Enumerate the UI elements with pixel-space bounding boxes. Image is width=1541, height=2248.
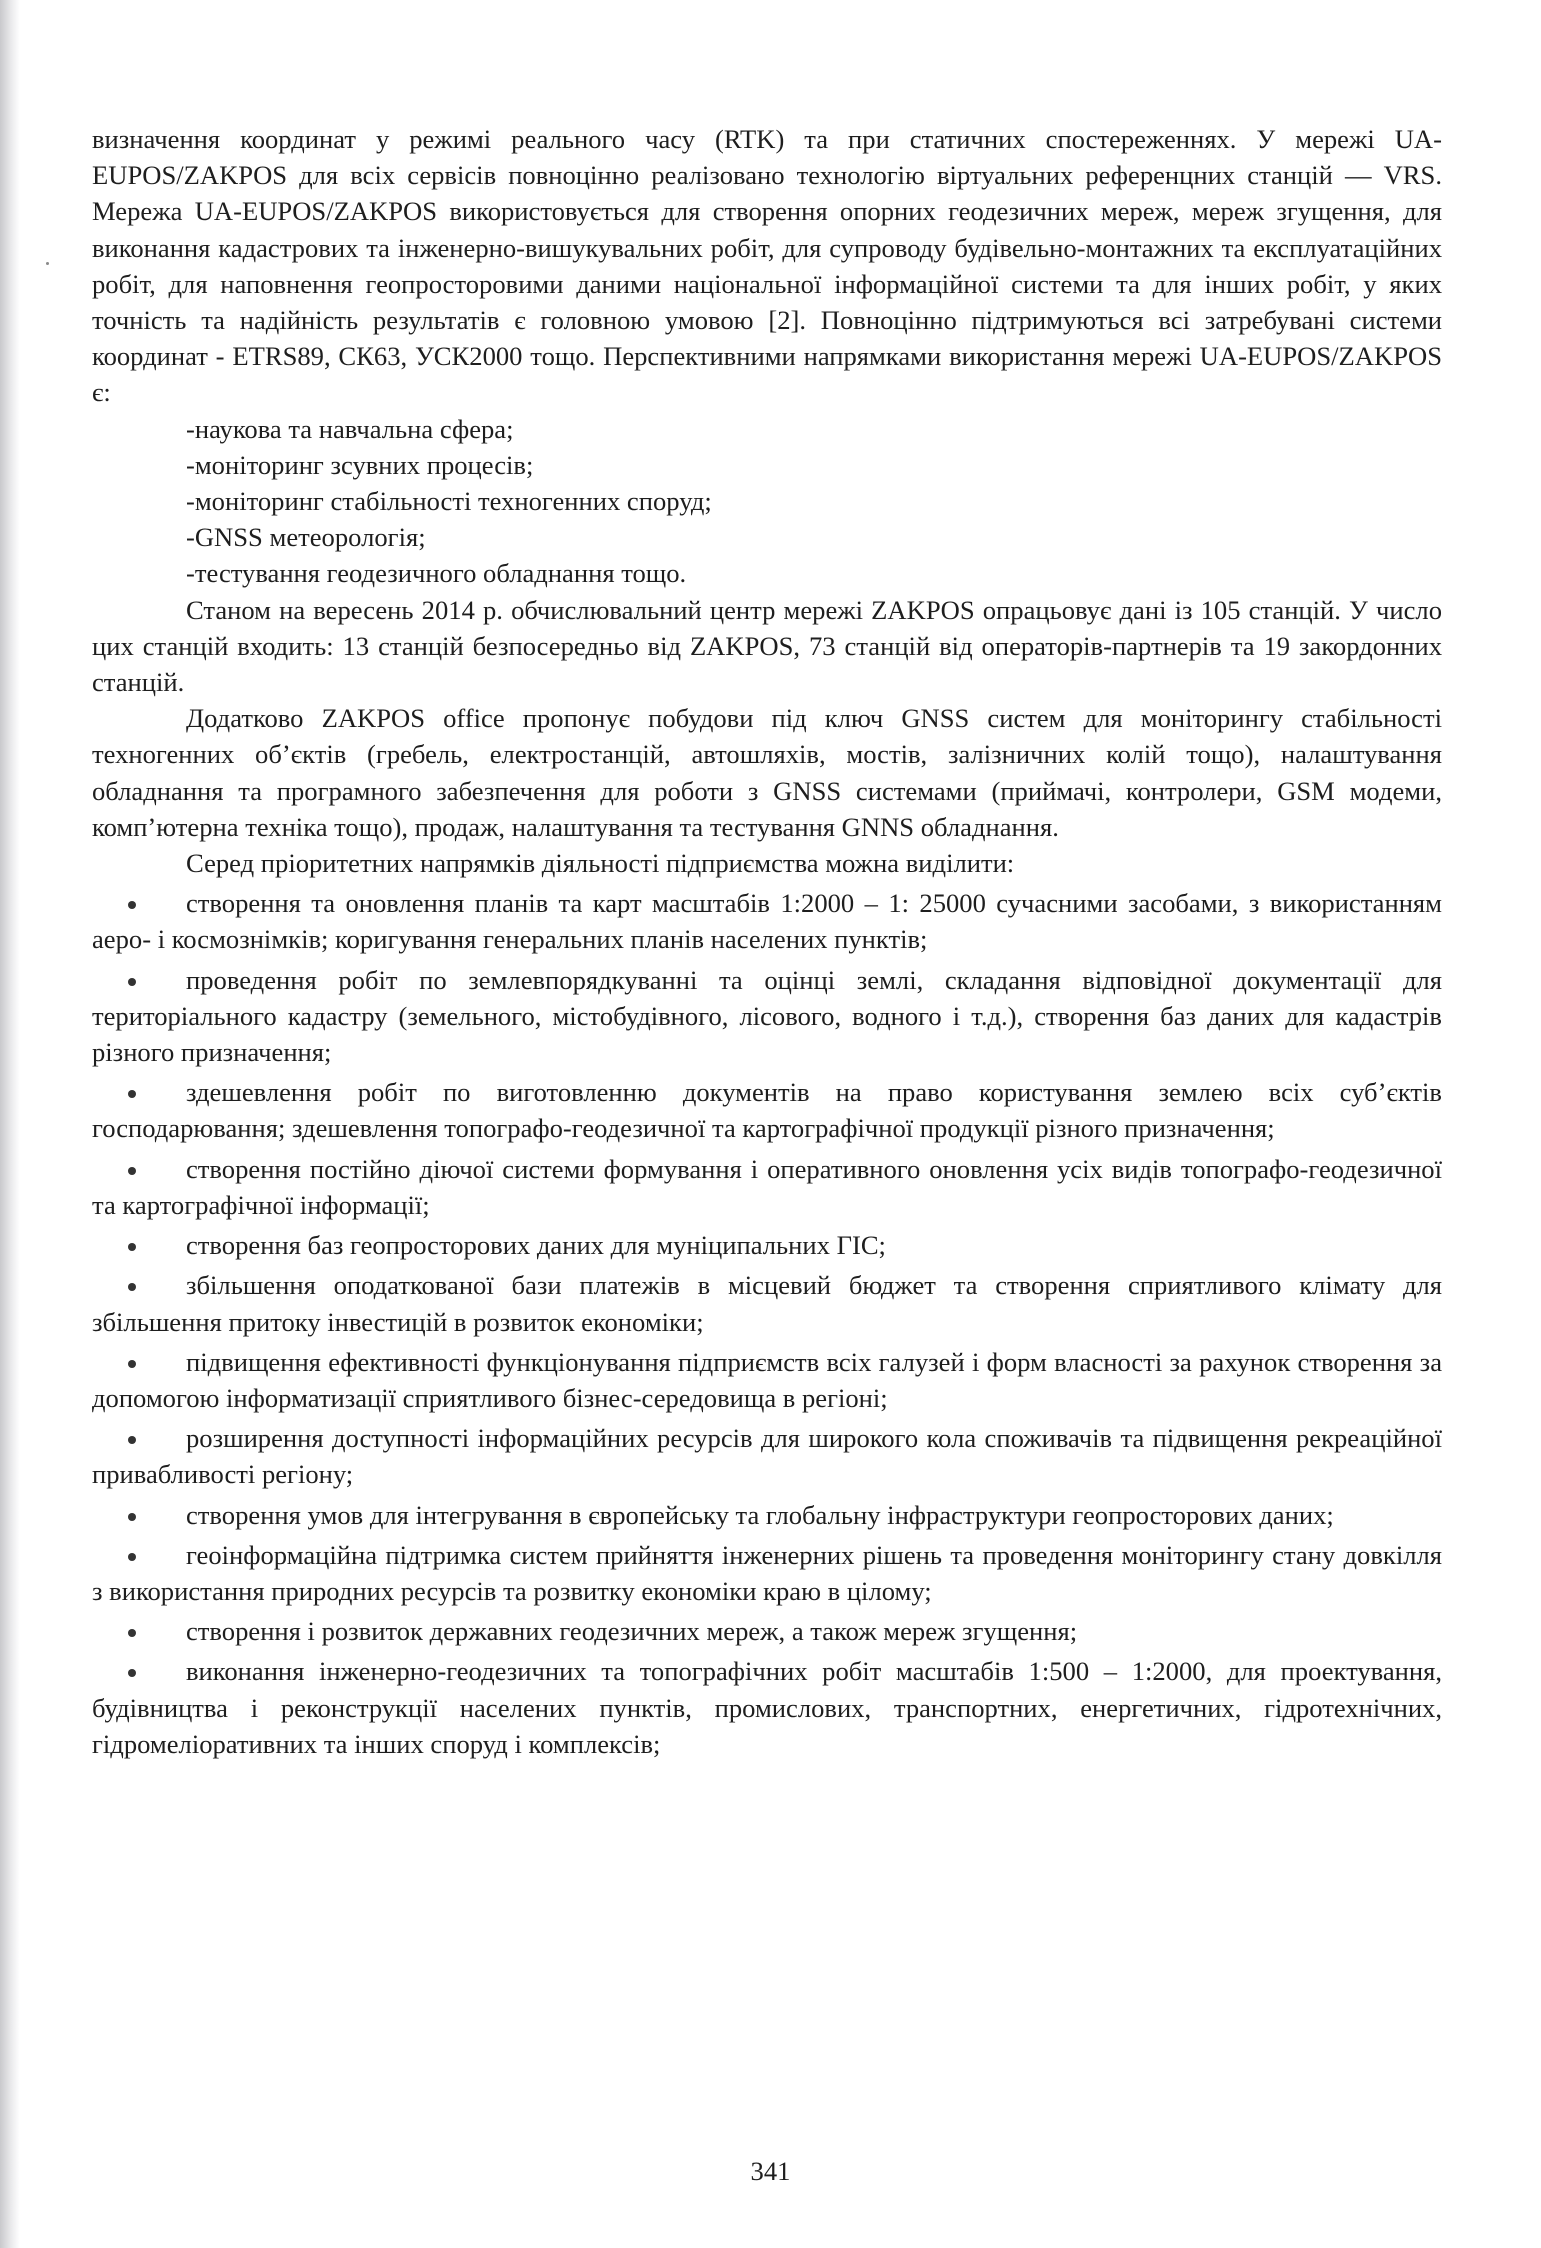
- priority-item: [92, 1497, 1442, 1533]
- page-binding-edge: [0, 0, 20, 2248]
- priority-item: [92, 1537, 1442, 1609]
- bullet-icon: [128, 1243, 136, 1251]
- priority-item: [92, 1267, 1442, 1339]
- priority-text: створення та оновлення планів та карт масштабів 1:2000 – 1: 25000 сучасними засобами, з використанням аеро- і космознімків; коригування генеральних планів населених пунктів;: [92, 888, 1442, 955]
- priorities-intro: Серед пріоритетних напрямків діяльності підприємства можна виділити:: [186, 848, 1015, 879]
- office-paragraph: Додатково ZAKPOS office пропонує побудови під ключ GNSS систем для моніторингу стабільності техногенних об’єктів (гребель, електростанцій, автошляхів, мостів, залізничних колій тощо), налаштування обладнання та програмного забезпечення для роботи з GNSS системами (приймачі, контролери, GSM модеми, комп’ютерна техніка тощо), продаж, налаштування та тестування GNNS обладнання.: [92, 703, 1442, 842]
- bullet-icon: [128, 1629, 136, 1637]
- bullet-icon: [128, 1167, 136, 1175]
- direction-item: -наукова та навчальна сфера;: [186, 413, 514, 444]
- direction-item: -моніторинг зсувних процесів;: [186, 449, 534, 480]
- direction-item: -тестування геодезичного обладнання тощо.: [186, 558, 687, 589]
- priority-item: [92, 1227, 1442, 1263]
- bullet-icon: [128, 1553, 136, 1561]
- bullet-icon: [128, 1283, 136, 1291]
- direction-item: -моніторинг стабільності техногенних споруд;: [186, 486, 712, 517]
- priority-item: [92, 1613, 1442, 1649]
- priority-text: розширення доступності інформаційних ресурсів для широкого кола споживачів та підвищення рекреаційної привабливості регіону;: [92, 1423, 1442, 1490]
- priority-text: збільшення оподаткованої бази платежів в місцевий бюджет та створення сприятливого клімату для збільшення притоку інвестицій в розвиток економіки;: [92, 1270, 1442, 1337]
- priority-item: [92, 962, 1442, 1071]
- bullet-icon: [128, 1513, 136, 1521]
- priority-text: підвищення ефективності функціонування підприємств всіх галузей і форм власності за рахунок створення за допомогою інформатизації сприятливого бізнес-середовища в регіоні;: [92, 1346, 1442, 1413]
- bullet-icon: [128, 901, 136, 909]
- intro-paragraph: визначення координат у режимі реального часу (RTK) та при статичних спостереженнях. У мережі UA-EUPOS/ZAKPOS для всіх сервісів повноцінно реалізовано технологію віртуальних референцних станцій — VRS. Мережа UA-EUPOS/ZAKPOS використовується для створення опорних геодезичних мереж, мереж згущення, для виконання кадастрових та інженерно-вишукувальних робіт, для супроводу будівельно-монтажних та експлуатаційних робіт, для наповнення геопросторовими даними національної інформаційної системи та для інших робіт, у яких точність та надійність результатів є головною умовою [2]. Повноцінно підтримуються всі затребувані системи координат - ETRS89, СК63, УСК2000 тощо. Перспективними напрямками використання мережі UA-EUPOS/ZAKPOS є:: [92, 124, 1442, 408]
- bullet-icon: [128, 1090, 136, 1098]
- page-number: 341: [750, 2156, 791, 2186]
- bullet-icon: [128, 1669, 136, 1677]
- priority-text: створення баз геопросторових даних для муніципальних ГІС;: [186, 1230, 886, 1261]
- priority-item: [92, 1344, 1442, 1416]
- priority-item: [92, 885, 1442, 957]
- priority-item: [92, 1653, 1442, 1762]
- priority-text: виконання інженерно-геодезичних та топографічних робіт масштабів 1:500 – 1:2000, для проектування, будівництва і реконструкції населених пунктів, промислових, транспортних, енергетичних, гідротехнічних, гідромеліоративних та інших споруд і комплексів;: [92, 1656, 1442, 1759]
- priority-item: [92, 1420, 1442, 1492]
- stations-paragraph: Станом на вересень 2014 р. обчислювальний центр мережі ZAKPOS опрацьовує дані із 105 станцій. У число цих станцій входить: 13 станцій безпосередньо від ZAKPOS, 73 станцій від операторів-партнерів та 19 закордонних станцій.: [92, 594, 1442, 698]
- directions-list: [92, 411, 1442, 592]
- priority-text: створення і розвиток державних геодезичних мереж, а також мереж згущення;: [186, 1616, 1078, 1647]
- priority-text: геоінформаційна підтримка систем прийняття інженерних рішень та проведення моніторингу стану довкілля з використання природних ресурсів та розвитку економіки краю в цілому;: [92, 1539, 1442, 1606]
- priority-text: проведення робіт по землевпорядкуванні та оцінці землі, складання відповідної документації для територіального кадастру (земельного, містобудівного, лісового, водного і т.д.), створення баз даних для кадастрів різного призначення;: [92, 964, 1442, 1068]
- bullet-icon: [128, 1360, 136, 1368]
- direction-item: -GNSS метеорологія;: [186, 522, 426, 553]
- page-body: [92, 121, 1442, 1766]
- scan-speck: [46, 262, 49, 265]
- priorities-list: [92, 885, 1442, 1762]
- priority-item: [92, 1074, 1442, 1146]
- bullet-icon: [128, 978, 136, 986]
- priority-item: [92, 1151, 1442, 1223]
- priority-text: здешевлення робіт по виготовленню документів на право користування землею всіх суб’єктів господарювання; здешевлення топографо-геодезичної та картографічної продукції різного призначення;: [92, 1077, 1442, 1144]
- priority-text: створення постійно діючої системи формування і оперативного оновлення усіх видів топографо-геодезичної та картографічної інформації;: [92, 1153, 1442, 1220]
- priority-text: створення умов для інтегрування в європейську та глобальну інфраструктури геопросторових даних;: [186, 1499, 1334, 1530]
- bullet-icon: [128, 1436, 136, 1444]
